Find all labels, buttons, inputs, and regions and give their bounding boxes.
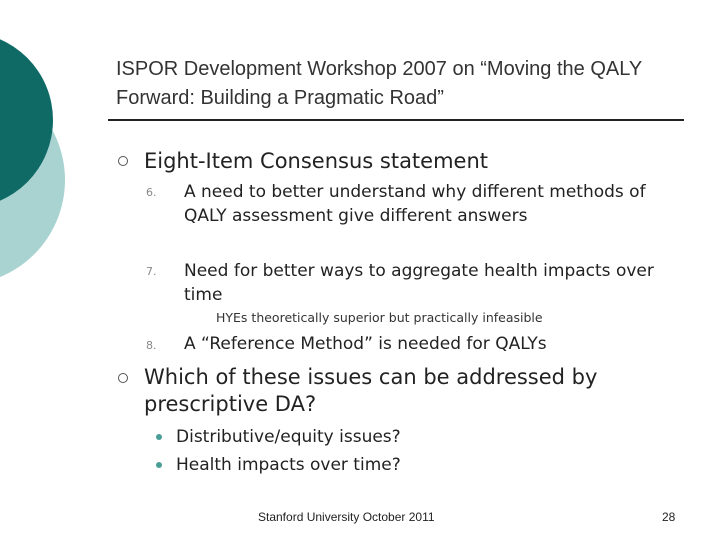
decorative-circles <box>0 0 120 300</box>
dot-bullet-icon <box>156 462 162 468</box>
item-number: 7. <box>146 265 157 278</box>
hye-note: HYEs theoretically superior but practically infeasible <box>216 310 543 325</box>
item-text: A need to better understand why different methods of QALY assessment give different answers <box>184 182 646 226</box>
bullet-consensus-statement: Eight-Item Consensus statement <box>144 149 489 173</box>
item-number: 8. <box>146 339 157 352</box>
ring-bullet-icon <box>118 156 128 166</box>
title-divider <box>108 119 684 121</box>
dot-bullet-icon <box>156 434 162 440</box>
sub-bullet-equity: Distributive/equity issues? <box>176 427 401 447</box>
bullet-prescriptive-da: Which of these issues can be addressed by prescriptive DA? <box>144 365 598 416</box>
sub-bullet-health-impacts: Health impacts over time? <box>176 455 401 475</box>
ring-bullet-icon <box>118 373 128 383</box>
slide-title: ISPOR Development Workshop 2007 on “Moving the QALY Forward: Building a Pragmatic Road” <box>116 58 642 109</box>
footer-text: Stanford University October 2011 <box>258 510 435 524</box>
item-text: Need for better ways to aggregate health impacts over time <box>184 261 654 305</box>
item-number: 6. <box>146 186 157 199</box>
page-number: 28 <box>662 510 676 524</box>
item-text: A “Reference Method” is needed for QALYs <box>184 334 547 354</box>
